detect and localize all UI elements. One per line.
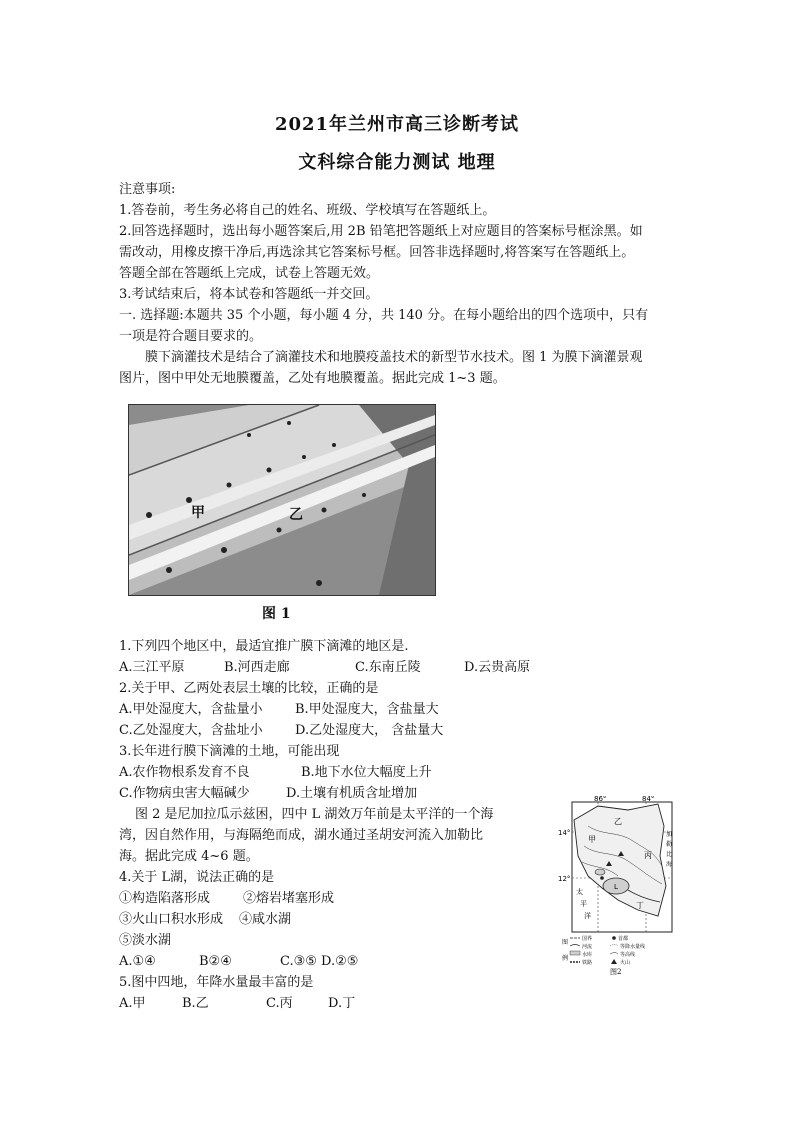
- choice-4: ④咸水湖: [239, 912, 292, 927]
- legend-border: 国界: [582, 936, 593, 942]
- option-a[interactable]: A.农作物根系发育不良: [119, 765, 250, 780]
- option-a[interactable]: A.①④: [119, 954, 156, 969]
- option-b[interactable]: B.河西走廊: [224, 660, 290, 675]
- question-options: [119, 952, 358, 972]
- question-stem: 2.关于甲、乙两处表层土壤的比较，正确的是: [119, 681, 379, 696]
- exam-title: 2021年兰州市高三诊断考试: [274, 114, 520, 135]
- option-a[interactable]: A.甲处湿度大，含盐量小: [119, 702, 263, 717]
- notice-item: 2.回答选择题时，选出每小题答案后,用 2B 铅笔把答题纸上对应题目的答案标号框涂黑。如: [119, 224, 643, 239]
- lat-label-12: 12°: [558, 875, 571, 883]
- question-options: [119, 721, 443, 741]
- map-label-jia: 甲: [588, 835, 596, 844]
- map-label-bi: 比: [666, 851, 673, 858]
- figure1-caption: 图 1: [262, 606, 291, 622]
- map-label-ding: 丁: [636, 901, 644, 910]
- map-label-ping: 平: [580, 900, 587, 908]
- question-options: [119, 784, 417, 804]
- legend-volcano: 火山: [620, 960, 631, 966]
- option-c[interactable]: C.作物病虫害大幅碱少: [119, 786, 250, 801]
- option-c-d[interactable]: C.③⑤ D.②⑤: [280, 954, 359, 969]
- photo-illustration: [129, 405, 435, 595]
- option-d[interactable]: D.丁: [328, 996, 356, 1011]
- question-stem: 4.关于 L湖，说法正确的是: [119, 870, 275, 885]
- option-c[interactable]: C.东南丘陵: [355, 660, 421, 675]
- map-label-yi: 乙: [614, 817, 622, 826]
- section-instructions: 一项是符合题目要求的。: [119, 329, 263, 344]
- legend-contour: 等高线: [620, 952, 636, 958]
- capital-icon: [600, 876, 604, 880]
- notice-item: 需改动，用橡皮擦干净后,再选涂其它答案标号框。回答非选择题时,将答案写在答题纸上。: [119, 245, 635, 260]
- choice-3: ③火山口积水形成: [119, 912, 224, 927]
- notice-item: 答题全部在答题纸上完成，试卷上答题无效。: [119, 266, 380, 281]
- passage-text: 膜下滴灌技术是结合了滴灌技术和地膜疫盖技术的新型节水技术。图 1 为膜下滴灌景观: [145, 350, 643, 365]
- notice-heading: 注意事项:: [119, 182, 176, 197]
- legend-label-tu: 图: [562, 939, 569, 946]
- map-label-le: 勒: [666, 841, 673, 848]
- statement-choices: [119, 889, 334, 909]
- legend-capital: 首都: [618, 936, 629, 942]
- map-label-bing: 丙: [644, 851, 652, 860]
- legend-isohyet: 等降水量线: [620, 944, 646, 950]
- option-d[interactable]: D.云贵高原: [464, 660, 531, 675]
- option-a[interactable]: A.三江平原: [119, 660, 185, 675]
- figure2-caption: 图2: [610, 968, 622, 976]
- legend-reservoir: 水库: [582, 952, 593, 958]
- legend-river: 河流: [582, 944, 593, 950]
- option-b[interactable]: B.地下水位大幅度上升: [301, 765, 432, 780]
- map-label-tai: 太: [576, 888, 583, 896]
- option-b[interactable]: B.乙: [182, 996, 209, 1011]
- option-a[interactable]: A.甲: [119, 996, 146, 1011]
- question-stem: 1.下列四个地区中，最适宜推广膜下滴滩的地区是.: [119, 639, 409, 654]
- question-options: [119, 700, 439, 720]
- notice-item: 3.考试结束后，将本试卷和答题纸一并交回。: [119, 287, 379, 302]
- question-options: [119, 763, 432, 783]
- notice-item: 1.答卷前，考生务必将自己的姓名、班级、学校填写在答题纸上。: [119, 203, 496, 218]
- option-b[interactable]: B.甲处湿度大，含盐量大: [295, 702, 439, 717]
- label-l: L: [614, 883, 618, 891]
- small-lake: [595, 869, 605, 875]
- choice-1: ①构造陷落形成: [119, 891, 211, 906]
- option-c[interactable]: C.丙: [266, 996, 293, 1011]
- legend-railway: 铁路: [582, 960, 593, 966]
- question-stem: 3.长年进行膜下滴滩的土地，可能出现: [119, 744, 340, 759]
- lon-label-84: 84°: [642, 796, 655, 803]
- option-d[interactable]: D.乙处湿度大， 含盐量大: [295, 723, 444, 738]
- passage-text: 海。据此完成 4~6 题。: [119, 849, 259, 864]
- question-stem: 5.图中四地，年降水量最丰富的是: [119, 975, 314, 990]
- option-c[interactable]: C.乙处湿度大，含盐址小: [119, 723, 263, 738]
- lon-label-86: 86°: [594, 796, 607, 803]
- map-label-hai: 海: [666, 861, 673, 868]
- map-label-yang: 洋: [584, 912, 591, 920]
- question-options: [119, 658, 530, 678]
- label-yi: 乙: [289, 507, 303, 523]
- nicaragua-map: [558, 796, 676, 976]
- choice-5: ⑤淡水湖: [119, 933, 172, 948]
- label-jia: 甲: [191, 505, 205, 521]
- option-b[interactable]: B②④: [199, 954, 232, 969]
- lat-label-14: 14°: [558, 829, 571, 837]
- map-label-jia2: 加: [666, 831, 673, 838]
- passage-text: 湾，因自然作用，与海隔绝而成，湖水通过圣胡安河流入加勒比: [119, 828, 484, 843]
- section-instructions: 一. 选择题:本题共 35 个小题，每小题 4 分，共 140 分。在每小题给出的四个选项中，只有: [119, 308, 649, 323]
- exam-subtitle: 文科综合能力测试 地理: [298, 152, 496, 173]
- passage-text: 图片，图中甲处无地膜覆盖，乙处有地膜覆盖。据此完成 1~3 题。: [119, 371, 506, 386]
- drip-irrigation-photo: [128, 404, 436, 596]
- choice-2: ②熔岩堵塞形成: [243, 891, 335, 906]
- question-options: [119, 994, 355, 1014]
- statement-choices: [119, 910, 291, 930]
- passage-text: 图 2 是尼加拉瓜示兹困，四中 L 湖效万年前是太平洋的一个海: [135, 807, 494, 822]
- option-d[interactable]: D.土壤有机质含址增加: [286, 786, 418, 801]
- legend-label-li: 例: [562, 955, 569, 962]
